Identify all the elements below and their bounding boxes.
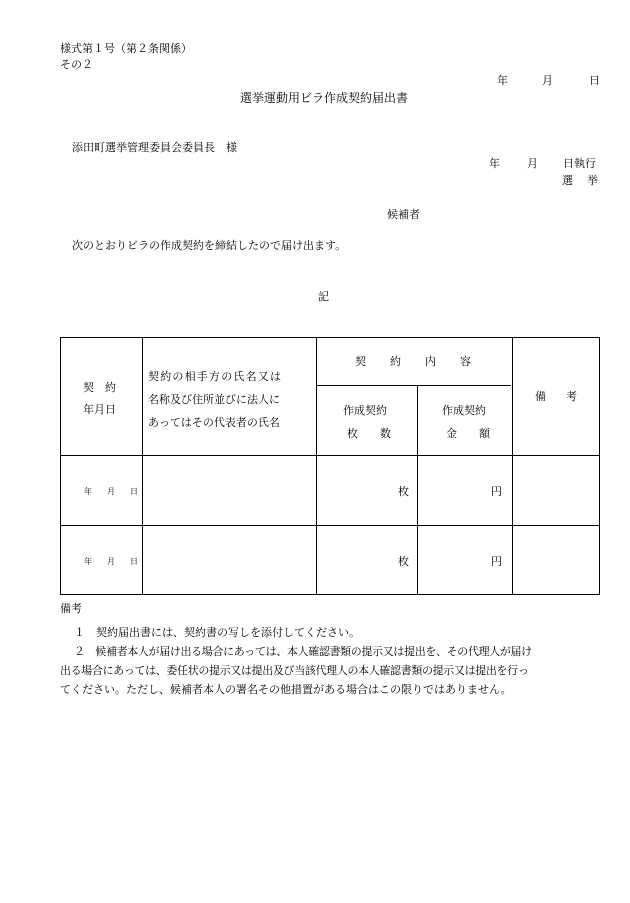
election-char-1: 選 <box>562 174 573 187</box>
ki-heading: 記 <box>318 290 329 303</box>
contract-content-char-2: 約 <box>390 355 401 368</box>
header-counterparty-line-2: 名称及び住所並びに法人に <box>148 393 280 406</box>
header-contract-label: 契 約 <box>83 381 116 394</box>
header-counterparty-line-1: 契約の相手方の氏名又は <box>148 370 283 383</box>
header-remarks <box>535 391 577 402</box>
header-amount-line-1: 作成契約 <box>442 404 486 417</box>
row-2-year: 年 <box>84 557 92 566</box>
candidate-label: 候補者 <box>387 208 420 221</box>
submission-date-day: 日 <box>589 74 600 87</box>
header-count-line-1: 作成契約 <box>343 404 387 417</box>
header-count-line-2: 枚 数 <box>347 427 391 440</box>
row-2-date <box>84 558 138 566</box>
notes-item-2-line-3: てください。ただし、候補者本人の署名その他措置がある場合はこの限りではありません。 <box>60 683 512 696</box>
contract-content-char-4: 容 <box>460 355 471 368</box>
notes-label: 備考 <box>60 602 82 615</box>
header-contract-content <box>355 356 471 367</box>
notes-item-1: １ 契約届出書には、契約書の写しを添付してください。 <box>74 626 360 639</box>
submission-date-month: 月 <box>542 74 553 87</box>
row-2-month: 月 <box>107 557 115 566</box>
notes-item-2-line-1: ２ 候補者本人が届け出る場合にあっては、本人確認書類の提示又は提出を、その代理人が届け <box>74 645 532 658</box>
form-variant: その２ <box>60 58 93 71</box>
contract-table <box>60 337 600 595</box>
notes-item-2-line-2: 出る場合にあっては、委任状の提示又は提出及び当該代理人の本人確認書類の提示又は提出を行っ <box>60 664 529 677</box>
header-amount-line-2: 金 額 <box>446 427 490 440</box>
document-title: 選挙運動用ビラ作成契約届出書 <box>240 91 409 105</box>
row-1-year: 年 <box>84 487 92 496</box>
row-2-amount-unit: 円 <box>491 555 502 568</box>
row-1-day: 日 <box>130 487 138 496</box>
header-counterparty-line-3: あってはその代表者の氏名 <box>148 416 280 429</box>
election-month: 月 <box>527 157 538 170</box>
row-1-date <box>84 488 138 496</box>
body-text: 次のとおりビラの作成契約を締結したので届け出ます。 <box>72 239 347 252</box>
row-1-amount-unit: 円 <box>491 485 502 498</box>
election-day-executed: 日執行 <box>563 157 596 170</box>
row-1-month: 月 <box>107 487 115 496</box>
form-number: 様式第１号（第２条関係） <box>60 42 192 55</box>
submission-date-year: 年 <box>497 74 508 87</box>
remarks-char-2: 考 <box>566 390 577 403</box>
header-date-label: 年月日 <box>83 403 116 416</box>
remarks-char-1: 備 <box>535 390 546 403</box>
contract-content-char-1: 契 <box>355 355 366 368</box>
row-1-count-unit: 枚 <box>398 485 409 498</box>
election-year: 年 <box>489 157 500 170</box>
row-2-count-unit: 枚 <box>398 555 409 568</box>
addressee: 添田町選挙管理委員会委員長 様 <box>72 141 237 154</box>
election-char-2: 挙 <box>587 174 598 187</box>
row-2-day: 日 <box>130 557 138 566</box>
contract-content-char-3: 内 <box>425 355 436 368</box>
